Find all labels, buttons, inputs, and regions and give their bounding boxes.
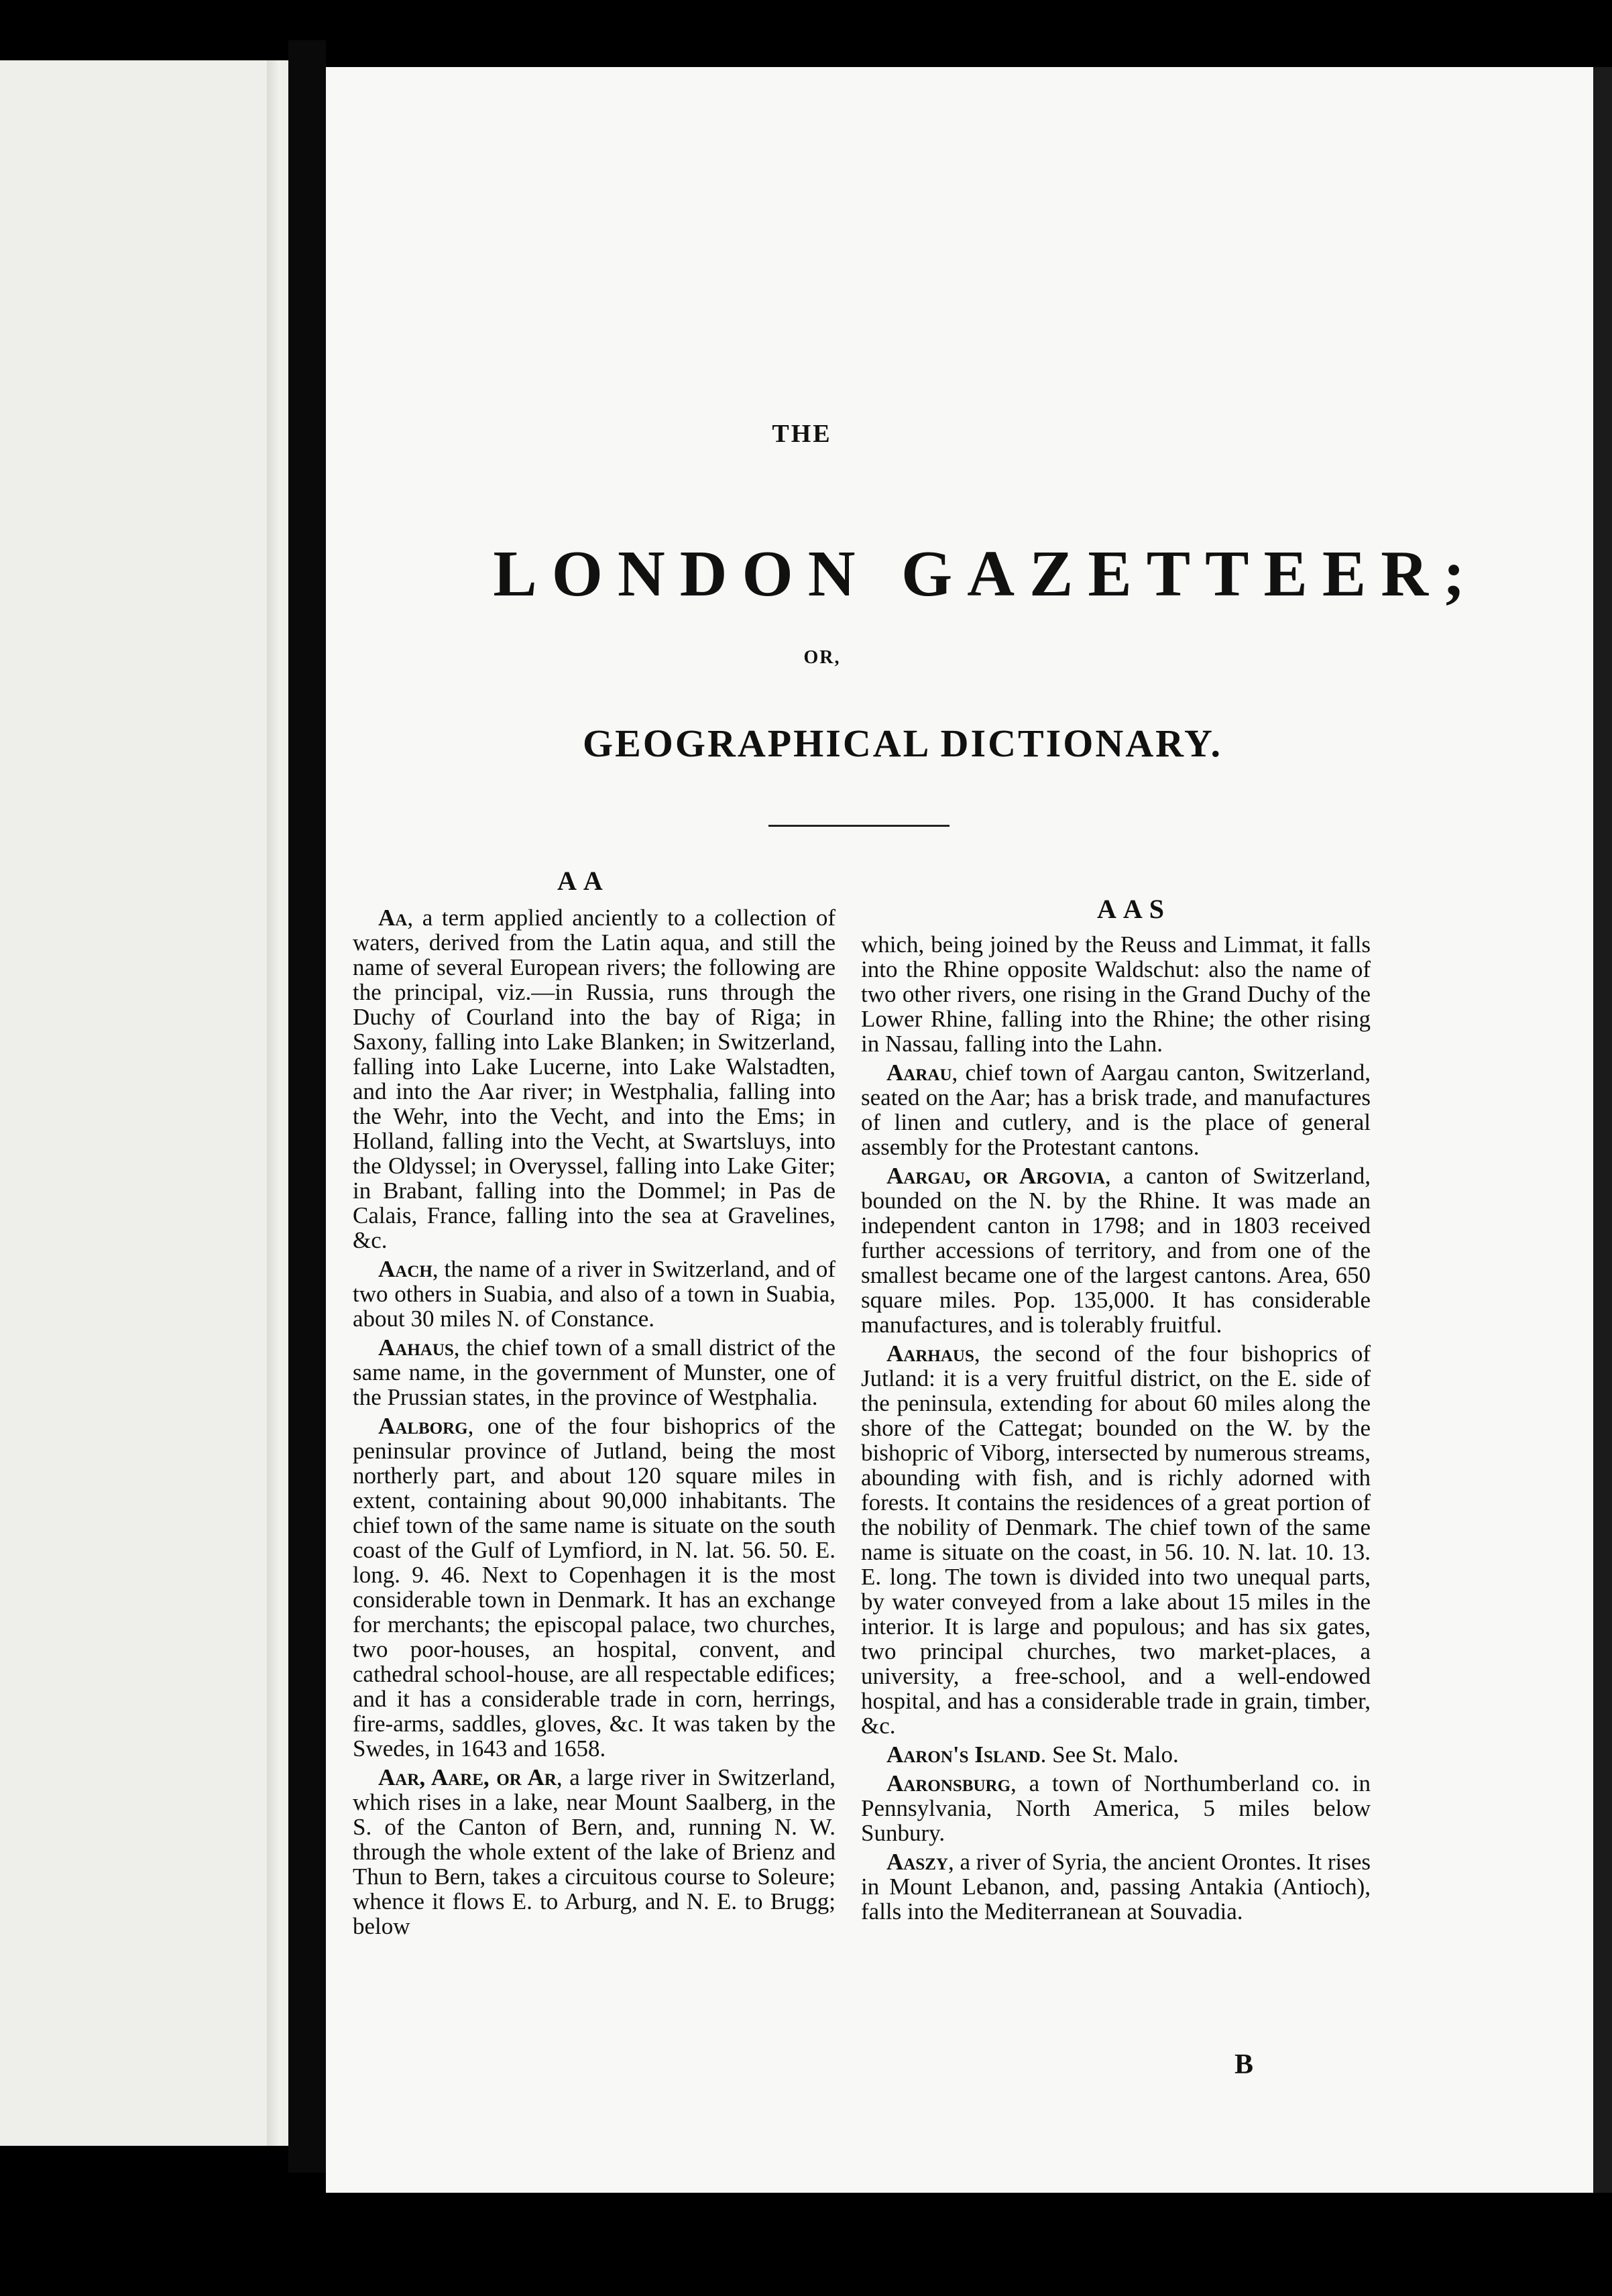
page-title: LONDON GAZETTEER; [493,538,1480,610]
entry-continuation [861,932,1371,1056]
entry-headword: Aaron's Island [886,1741,1041,1768]
entry-headword: Aarhaus [886,1340,974,1367]
entry-headword: Aargau, or Argovia [886,1163,1105,1189]
entry-headword: Aa [378,905,408,931]
entry [353,1335,836,1410]
entry-text: , a town of Northumberland co. in Pennsylvania, North America, 5 miles below Sunbury. [861,1770,1371,1846]
entry [861,1742,1371,1767]
entry-text: , the chief town of a small district of the same name, in the government of Munster, one of the Prussian states, in the province of Westphalia. [353,1334,836,1410]
header-or: OR, [803,647,841,668]
entry [861,1341,1371,1738]
entry-headword: Aaszy [886,1849,948,1875]
entry-text: , a canton of Switzerland, bounded on the N. by the Rhine. It was made an independent canton in 1798; and in 1803 received further accessions of territory, and from one of the smallest became one of the largest cantons. Area, 650 square miles. Pop. 135,000. It has considerable manufactures, and is tolerably fruitful. [861,1163,1371,1338]
entry [353,1257,836,1331]
book-gutter [288,40,326,2173]
entry-text: , the name of a river in Switzerland, and of two others in Suabia, and also of a town in Suabia, about 30 miles N. of Constance. [353,1256,836,1332]
entry-text: . See St. Malo. [1040,1741,1179,1768]
entry-text: , a large river in Switzerland, which rises in a lake, near Mount Saalberg, in the S. of the Canton of Bern, and, running N. W. through the whole extent of the lake of Brienz and Thun to Bern, takes a circuitous course to Soleure; whence it flows E. to Arburg, and N. E. to Brugg; below [353,1764,836,1939]
right-column-head: AAS [1097,894,1171,924]
facing-page-edge [267,60,280,2146]
entry-headword: Aarau [886,1059,952,1086]
title-rule [768,825,949,827]
entry-text: , a term applied anciently to a collection of waters, derived from the Latin aqua, and still the name of several European rivers; the following are the principal, viz.—in Russia, runs through the Duchy of Courland into the bay of Riga; in Saxony, falling into Lake Blanken; in Switzerland, falling into Lake Lucerne, into Lake Walstadten, and into the Aar river; in Westphalia, falling into the Wehr, into the Vecht, and into the Ems; in Holland, falling into the Vecht, at Swartsluys, into the Oldyssel; in Overyssel, falling into Lake Giter; in Brabant, falling into the Dommel; in Pas de Calais, France, falling into the sea at Gravelines, &c. [353,905,836,1253]
signature-mark: B [1234,2049,1254,2080]
entry-text: , one of the four bishoprics of the peninsular province of Jutland, being the most northerly part, and about 120 square miles in extent, containing about 90,000 inhabitants. The chief town of the same name is situate on the south coast of the Gulf of Lymfiord, in N. lat. 56. 50. E. long. 9. 46. Next to Copenhagen it is the most considerable town in Denmark. It has an exchange for merchants; the episcopal palace, two churches, two poor-houses, an hospital, convent, and cathedral school-house, are all respectable edifices; and it has a considerable trade in corn, herrings, fire-arms, saddles, gloves, &c. It was taken by the Swedes, in 1643 and 1658. [353,1413,836,1762]
entry-text: , the second of the four bishoprics of Jutland: it is a very fruitful district, on the E. side of the peninsula, extending for about 60 miles along the shore of the Cattegat; bounded on the W. by the bishopric of Viborg, intersected by numerous streams, abounding with fish, and is richly adorned with forests. It contains the residences of a great portion of the nobility of Denmark. The chief town of the same name is situate on the coast, in 56. 10. N. lat. 10. 13. E. long. The town is divided into two unequal parts, by water conveyed from a lake about 15 miles in the interior. It is large and populous; and has six gates, two principal churches, two market-places, a university, a free-school, and a well-endowed hospital, and has a considerable trade in grain, timber, &c. [861,1340,1371,1739]
entry [353,1414,836,1761]
book-page [326,67,1593,2193]
entry [861,1163,1371,1337]
page-subtitle: GEOGRAPHICAL DICTIONARY. [582,722,1223,765]
entry-headword: Aalborg [378,1413,468,1439]
entry-text: which, being joined by the Reuss and Limmat, it falls into the Rhine opposite Waldschut: also the name of two other rivers, one rising in the Grand Duchy of the Lower Rhine, falling into the Rhine; the other rising in Nassau, falling into the Lahn. [861,931,1371,1057]
entry [353,905,836,1253]
entry [861,1060,1371,1159]
entry-headword: Aach [378,1256,433,1282]
entry [861,1849,1371,1924]
right-column [861,932,1371,1928]
entry-headword: Aaronsburg [886,1770,1011,1796]
entry-text: , chief town of Aargau canton, Switzerland, seated on the Aar; has a brisk trade, and manufactures of linen and cutlery, and is the place of general assembly for the Protestant cantons. [861,1059,1371,1160]
entry-headword: Aahaus [378,1334,454,1361]
entry [861,1771,1371,1845]
left-column-head: AA [557,866,610,896]
entry-text: , a river of Syria, the ancient Orontes. It rises in Mount Lebanon, and, passing Antakia (Antioch), falls into the Mediterranean at Souvadia. [861,1849,1371,1925]
facing-page-left [0,60,292,2146]
left-column [353,905,836,1943]
entry-headword: Aar, Aare, or Ar [378,1764,557,1790]
entry [353,1765,836,1939]
page-edge-shadow [1593,67,1612,2193]
header-the: THE [772,420,832,448]
